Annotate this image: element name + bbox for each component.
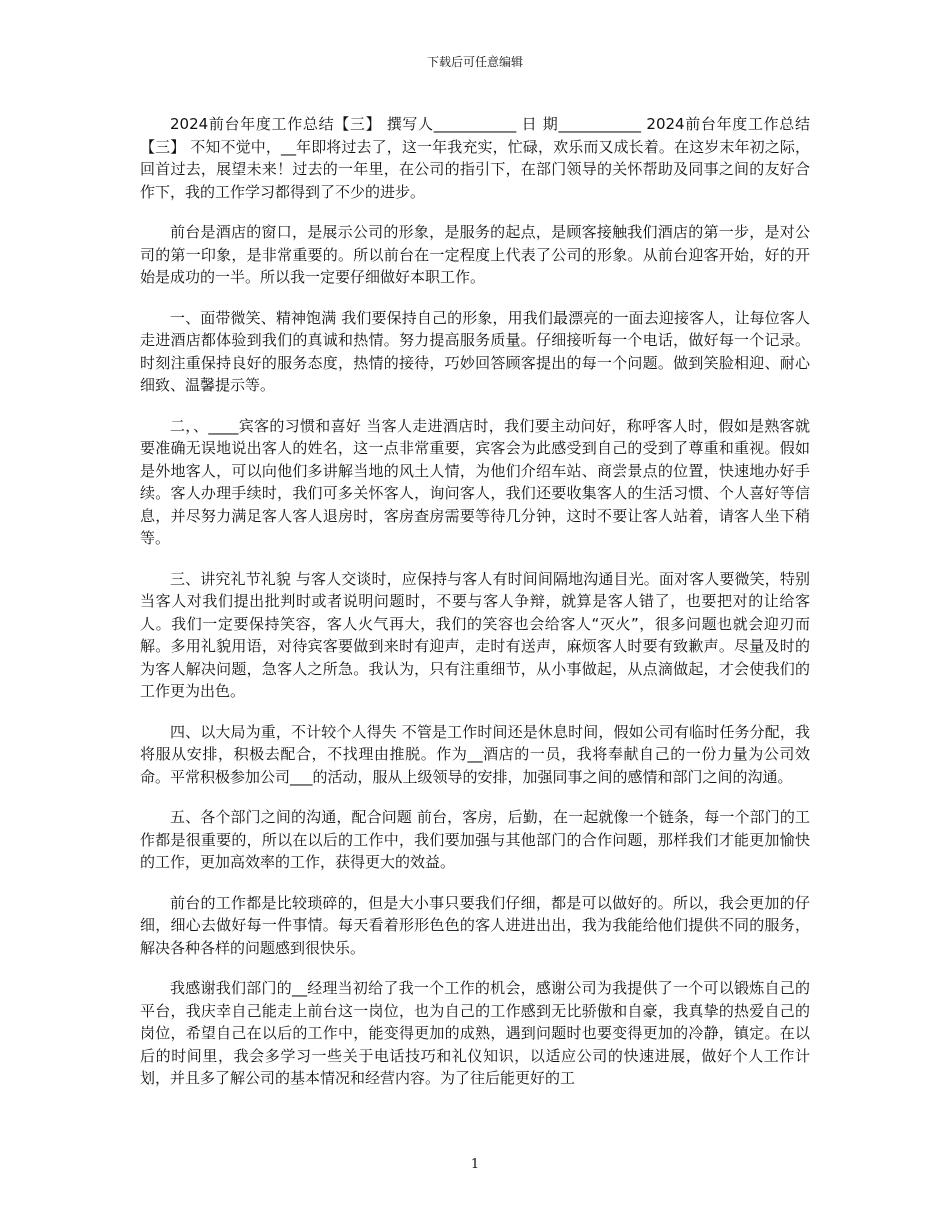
document-body (140, 113, 810, 1108)
page-number: 1 (470, 1157, 480, 1172)
paragraph-intro: 2024前台年度工作总结【三】 撰写人___________ 日 期___________ 2024前台年度工作总结【三】 不知不觉中，__年即将过去了，这一年我充实，忙碌，欢乐而又成长着。在这岁末年初之际，回首过去，展望未来！过去的一年里，在公司的指引下，在部门领导的关怀帮助及同事之间的友好合作下，我的工作学习都得到了不少的进步。 (140, 115, 810, 201)
page-header-note: 下载后可任意编辑 (426, 55, 523, 69)
paragraph-point-five: 五、各个部门之间的沟通，配合问题 前台，客房，后勤，在一起就像一个链条，每一个部门的工作都是很重要的，所以在以后的工作中，我们要加强与其他部门的合作问题，那样我们才能更加愉快的工作，更加高效率的工作，获得更大的效益。 (140, 808, 810, 871)
paragraph-point-four: 四、以大局为重，不计较个人得失 不管是工作时间还是休息时间，假如公司有临时任务分配，我将服从安排，积极去配合，不找理由推脱。作为__酒店的一员，我将奉献自己的一份力量为公司效命。平常积极参加公司___的活动，服从上级领导的安排，加强同事之间的感情和部门之间的沟通。 (140, 722, 810, 786)
paragraph-details: 前台的工作都是比较琐碎的，但是大小事只要我们仔细，都是可以做好的。所以，我会更加的仔细，细心去做好每一件事情。每天看着形形色色的客人进进出出，我为我能给他们提供不同的服务，解决各种各样的问题感到很快乐。 (140, 893, 810, 957)
paragraph-point-one: 一、面带微笑、精神饱满 我们要保持自己的形象，用我们最漂亮的一面去迎接客人，让每位客人走进酒店都体验到我们的真诚和热情。努力提高服务质量。仔细接听每一个电话，做好每一个记录。时刻注重保持良好的服务态度，热情的接待，巧妙回答顾客提出的每一个问题。做到笑脸相迎、耐心细致、温馨提示等。 (140, 308, 810, 394)
paragraph-point-two: 二，、____宾客的习惯和喜好 当客人走进酒店时，我们要主动问好，称呼客人时，假如是熟客就要准确无误地说出客人的姓名，这一点非常重要，宾客会为此感受到自己的受到了尊重和重视。假如是外地客人，可以向他们多讲解当地的风土人情，为他们介绍车站、商尝景点的位置，快速地办好手续。客人办理手续时，我们可多关怀客人，询问客人，我们还要收集客人的生活习惯、个人喜好等信息，并尽努力满足客人客人退房时，客房查房需要等待几分钟，这时不要让客人站着，请客人坐下稍等。 (140, 416, 810, 547)
paragraph-thanks: 我感谢我们部门的__经理当初给了我一个工作的机会，感谢公司为我提供了一个可以锻炼自己的平台，我庆幸自己能走上前台这一岗位，也为自己的工作感到无比骄傲和自豪，我真挚的热爱自己的岗位，希望自己在以后的工作中，能变得更加的成熟，遇到问题时也要变得更加的冷静，镇定。在以后的时间里，我会多学习一些关于电话技巧和礼仪知识，以适应公司的快速进展，做好个人工作计划，并且多了解公司的基本情况和经营内容。为了往后能更好的工 (140, 979, 810, 1087)
paragraph-front-desk-role: 前台是酒店的窗口，是展示公司的形象，是服务的起点，是顾客接触我们酒店的第一步，是对公司的第一印象，是非常重要的。所以前台在一定程度上代表了公司的形象。从前台迎客开始，好的开始是成功的一半。所以我一定要仔细做好本职工作。 (140, 223, 810, 286)
paragraph-point-three: 三、讲究礼节礼貌 与客人交谈时，应保持与客人有时间间隔地沟通目光。面对客人要微笑，特别当客人对我们提出批判时或者说明问题时，不要与客人争辩，就算是客人错了，也要把对的让给客人。我们一定要保持笑容，客人火气再大，我们的笑容也会给客人“灭火”，很多问题也就会迎刃而解。多用礼貌用语，对待宾客要做到来时有迎声，走时有送声，麻烦客人时要有致歉声。尽量及时的为客人解决问题，急客人之所急。我认为，只有注重细节，从小事做起，从点滴做起，才会使我们的工作更为出色。 (140, 569, 810, 700)
